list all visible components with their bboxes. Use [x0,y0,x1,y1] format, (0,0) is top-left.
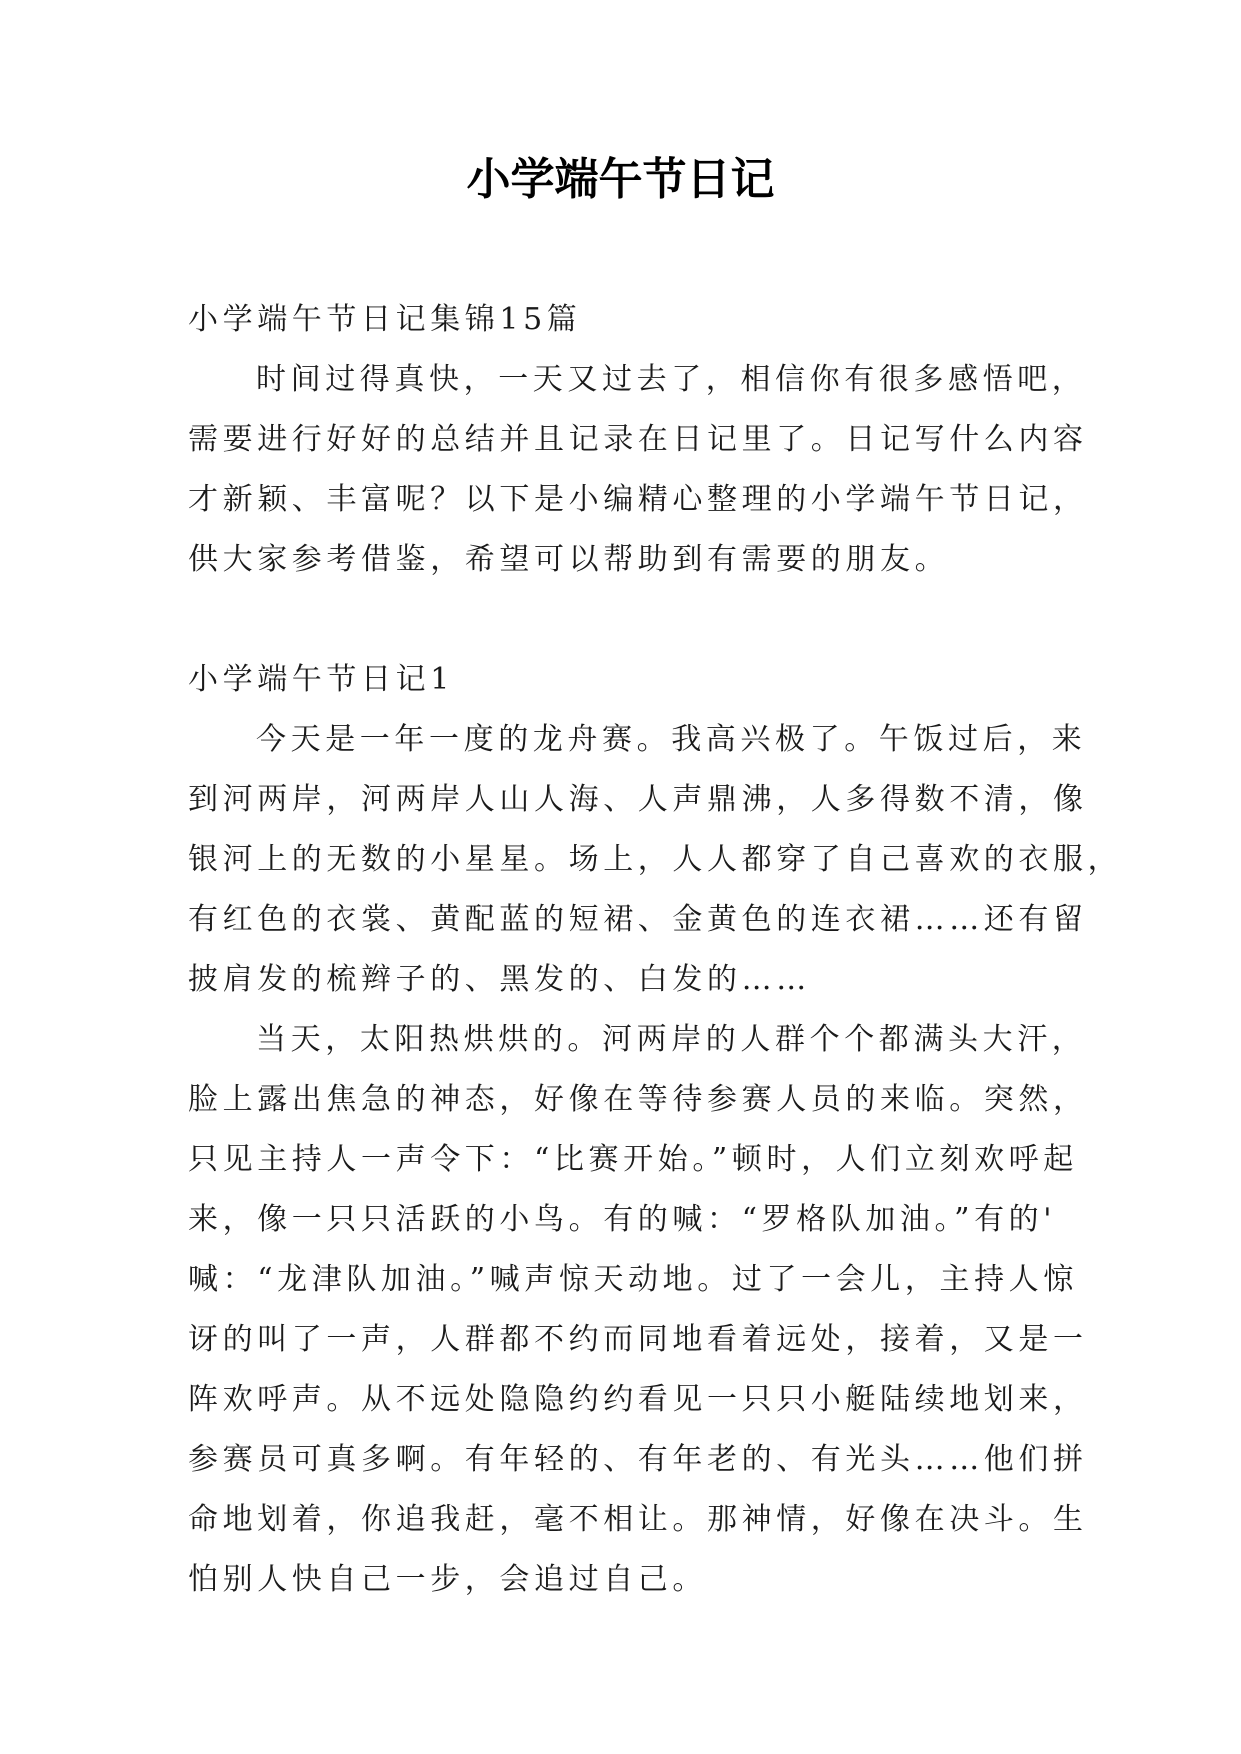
paragraph-line: 阵欢呼声。从不远处隐隐约约看见一只只小艇陆续地划来， [188,1382,1088,1417]
paragraph-line: 怕别人快自己一步，会追过自己。 [188,1562,707,1597]
paragraph-line: 来，像一只只活跃的小鸟。有的喊：“罗格队加油。”有的' [188,1202,1057,1237]
intro-paragraph [188,350,1088,590]
paragraph-line: 讶的叫了一声，人群都不约而同地看着远处，接着，又是一 [188,1322,1088,1357]
paragraph-line: 今天是一年一度的龙舟赛。我高兴极了。午饭过后，来 [256,722,1087,757]
section-heading: 小学端午节日记1 [188,662,454,697]
paragraph-line: 才新颖、丰富呢？以下是小编精心整理的小学端午节日记， [188,482,1088,517]
document-title: 小学端午节日记 [466,154,775,205]
paragraph-line: 时间过得真快，一天又过去了，相信你有很多感悟吧， [256,362,1087,397]
collection-subtitle: 小学端午节日记集锦15篇 [188,302,582,337]
paragraph-line: 披肩发的梳辫子的、黑发的、白发的…… [188,962,811,997]
paragraph-line: 需要进行好好的总结并且记录在日记里了。日记写什么内容 [188,422,1088,457]
paragraph-line: 有红色的衣裳、黄配蓝的短裙、金黄色的连衣裙……还有留 [188,902,1088,937]
paragraph-line: 银河上的无数的小星星。场上，人人都穿了自己喜欢的衣服， [188,842,1123,877]
paragraph-line: 参赛员可真多啊。有年轻的、有年老的、有光头……他们拼 [188,1442,1088,1477]
paragraph-line: 脸上露出焦急的神态，好像在等待参赛人员的来临。突然， [188,1082,1088,1117]
paragraph-line: 到河两岸，河两岸人山人海、人声鼎沸，人多得数不清，像 [188,782,1088,817]
diary-paragraph-1 [188,710,1123,1010]
paragraph-line: 喊：“龙津队加油。”喊声惊天动地。过了一会儿，主持人惊 [188,1262,1078,1297]
paragraph-line: 当天，太阳热烘烘的。河两岸的人群个个都满头大汗， [256,1022,1087,1057]
paragraph-spacer [188,590,1048,650]
paragraph-line: 只见主持人一声令下：“比赛开始。”顿时，人们立刻欢呼起 [188,1142,1078,1177]
diary-paragraph-2 [188,1010,1088,1610]
document-body [188,290,1123,1610]
paragraph-line: 命地划着，你追我赶，毫不相让。那神情，好像在决斗。生 [188,1502,1088,1537]
paragraph-line: 供大家参考借鉴，希望可以帮助到有需要的朋友。 [188,542,950,577]
